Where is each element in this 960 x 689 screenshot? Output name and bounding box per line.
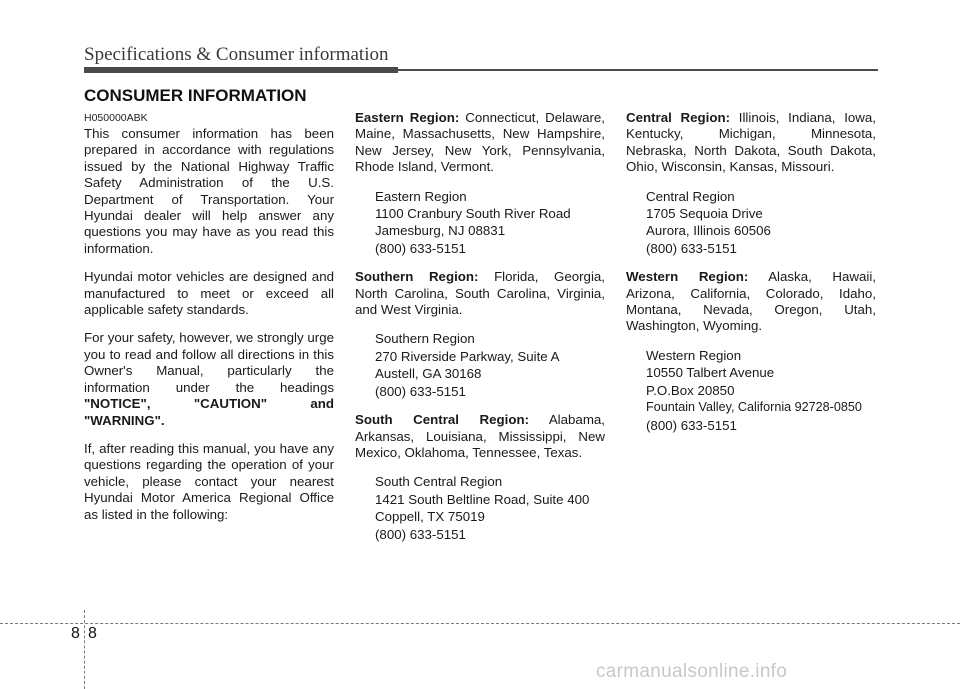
eastern-region-label: Eastern Region: bbox=[355, 110, 460, 125]
eastern-region-address bbox=[375, 188, 605, 258]
address-line: Aurora, Illinois 60506 bbox=[646, 223, 771, 239]
directions-text: For your safety, however, we strongly urge you to read and follow all directions in this Owner's Manual, particularly the information under the headings bbox=[84, 330, 334, 395]
chapter-number: 8 bbox=[71, 625, 80, 642]
column-regions-2 bbox=[626, 110, 876, 446]
southern-region-label: Southern Region: bbox=[355, 269, 479, 285]
page-number: 8 bbox=[88, 625, 97, 642]
address-line: P.O.Box 20850 bbox=[646, 382, 735, 398]
headings-list: "NOTICE", "CAUTION" and "WARNING". bbox=[84, 396, 334, 428]
address-line: 1100 Cranbury South River Road bbox=[375, 206, 571, 222]
address-line: South Central Region bbox=[375, 474, 503, 490]
western-region-states bbox=[626, 269, 876, 335]
address-line: Austell, GA 30168 bbox=[375, 366, 482, 382]
address-line: Southern Region bbox=[375, 331, 475, 347]
contact-paragraph: If, after reading this manual, you have any questions regarding the operation of your vehicle, please contact your nearest Hyundai Motor America Regional Office as listed in the following: bbox=[84, 440, 334, 522]
watermark: carmanualsonline.info bbox=[596, 661, 788, 682]
south-central-region-states bbox=[355, 412, 605, 461]
footer-divider bbox=[84, 610, 85, 689]
address-line: 10550 Talbert Avenue bbox=[646, 365, 775, 381]
phone-number: (800) 633-5151 bbox=[646, 417, 737, 433]
address-line: 270 Riverside Parkway, Suite A bbox=[375, 348, 560, 364]
address-line: Coppell, TX 75019 bbox=[375, 509, 485, 525]
header-rule-thin bbox=[398, 69, 878, 71]
footer-rule bbox=[0, 623, 960, 624]
address-line: 1421 South Beltline Road, Suite 400 bbox=[375, 491, 590, 507]
central-region-label: Central Region: bbox=[626, 110, 731, 125]
south-central-region-address bbox=[375, 473, 605, 543]
southern-region-states bbox=[355, 269, 605, 318]
column-intro bbox=[84, 126, 334, 535]
address-line: Central Region bbox=[646, 188, 735, 204]
western-states-text: Alaska, Hawaii, Arizona, California, Colorado, Idaho, Montana, Nevada, Oregon, Utah, Washington, Wyoming. bbox=[626, 269, 876, 334]
phone-number: (800) 633-5151 bbox=[375, 240, 466, 256]
address-line: Eastern Region bbox=[375, 188, 467, 204]
phone-number: (800) 633-5151 bbox=[646, 240, 737, 256]
page-header-title: Specifications & Consumer information bbox=[84, 44, 389, 65]
central-states-text: Illinois, Indiana, Iowa, Kentucky, Michigan, Minnesota, Nebraska, North Dakota, South Dakota, Ohio, Wisconsin, Kansas, Missouri. bbox=[626, 110, 876, 175]
southern-region-address bbox=[375, 330, 605, 400]
phone-number: (800) 633-5151 bbox=[375, 383, 466, 399]
central-region-states bbox=[626, 110, 876, 176]
address-line: 1705 Sequoia Drive bbox=[646, 206, 763, 222]
intro-paragraph: This consumer information has been prepared in accordance with regulations issued by the National Highway Traffic Safety Administration of the U.S. Department of Transportation. Your Hyundai dealer will help answer any questions you may have as you read this information. bbox=[84, 126, 334, 256]
address-line: Western Region bbox=[646, 347, 742, 363]
section-code: H050000ABK bbox=[84, 112, 148, 124]
eastern-region-states bbox=[355, 110, 605, 176]
phone-number: (800) 633-5151 bbox=[375, 526, 466, 542]
western-region-label: Western Region: bbox=[626, 269, 749, 285]
south-central-states-text: Alabama, Arkansas, Louisiana, Mississippi, New Mexico, Oklahoma, Tennessee, Texas. bbox=[355, 412, 605, 460]
southern-states-text: Florida, Georgia, North Carolina, South Carolina, Virginia, and West Virginia. bbox=[355, 269, 605, 318]
south-central-region-label: South Central Region: bbox=[355, 412, 530, 428]
eastern-states-text: Connecticut, Delaware, Maine, Massachusetts, New Hampshire, New Jersey, New York, Pennsylvania, Rhode Island, Vermont. bbox=[355, 110, 605, 175]
address-line: Jamesburg, NJ 08831 bbox=[375, 223, 506, 239]
safety-standards-paragraph: Hyundai motor vehicles are designed and manufactured to meet or exceed all applicable safety standards. bbox=[84, 269, 334, 318]
address-line: Fountain Valley, California 92728-0850 bbox=[646, 400, 862, 415]
directions-paragraph bbox=[84, 330, 334, 428]
column-regions-1 bbox=[355, 110, 605, 555]
central-region-address bbox=[646, 188, 876, 258]
section-title: CONSUMER INFORMATION bbox=[84, 86, 307, 105]
western-region-address bbox=[646, 347, 876, 434]
header-rule-thick bbox=[84, 67, 398, 73]
